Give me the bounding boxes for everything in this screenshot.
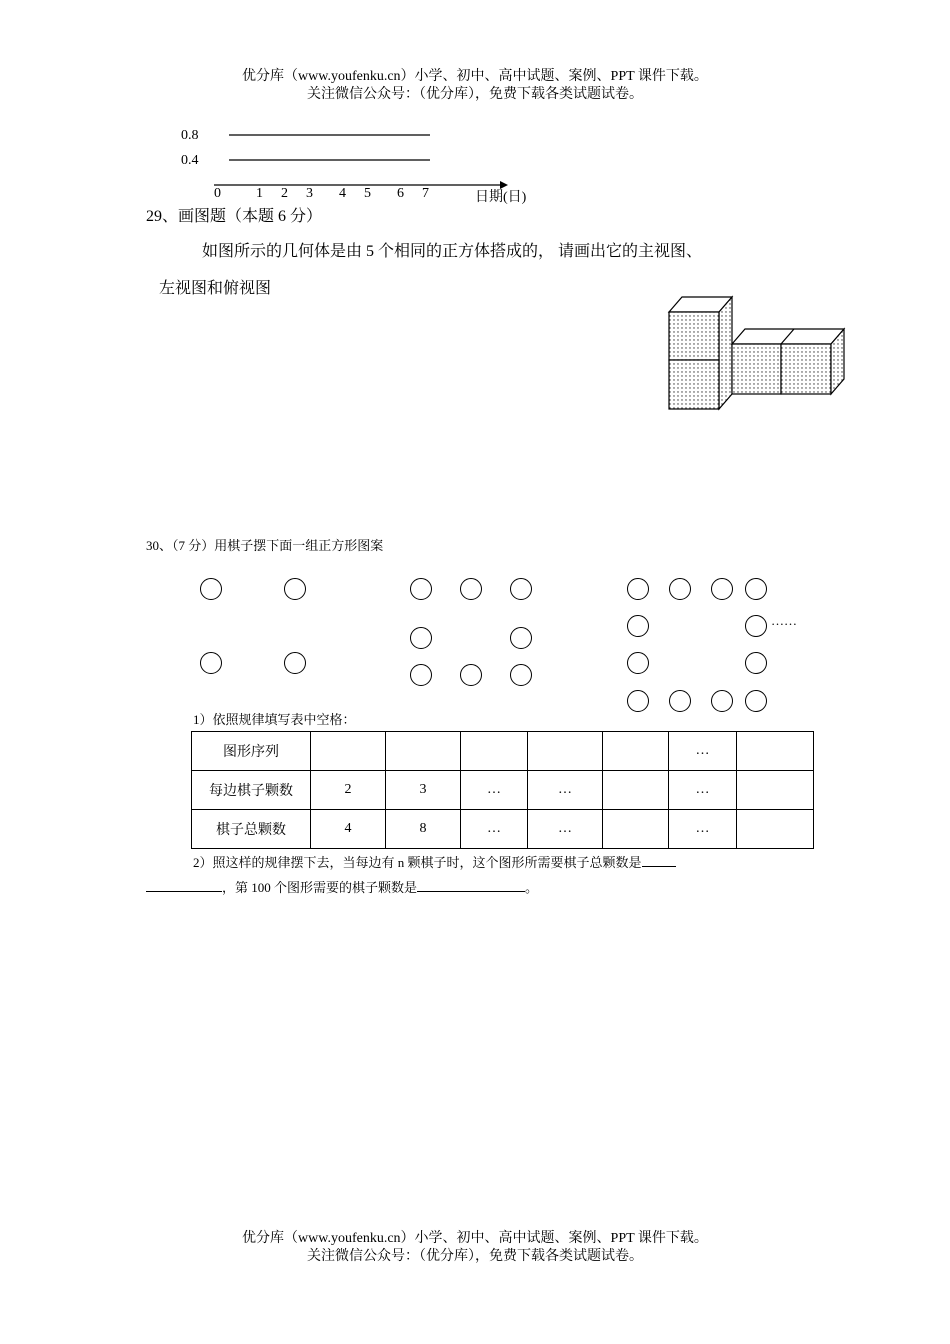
table-row: [192, 732, 814, 771]
chess-piece: [745, 690, 767, 712]
q30-part2-text-b: ，第 100 个图形需要的棋子颗数是: [222, 880, 418, 895]
x-tick-7: 7: [422, 186, 429, 201]
table-cell: …: [461, 771, 528, 810]
table-cell: …: [528, 771, 603, 810]
chess-piece: [410, 627, 432, 649]
chess-piece: [200, 652, 222, 674]
chess-piece: [711, 578, 733, 600]
row-cube-2: [781, 344, 831, 394]
table-cell: …: [461, 810, 528, 849]
q30-part2-end: 。: [525, 880, 539, 895]
cube-figure: [660, 290, 855, 415]
chess-piece: [460, 664, 482, 686]
chess-piece: [510, 627, 532, 649]
chess-piece: [284, 652, 306, 674]
row-header: 棋子总颗数: [192, 810, 311, 849]
table-cell: 3: [386, 771, 461, 810]
table-cell: [603, 732, 669, 771]
q30-part2-line-1: [193, 852, 676, 871]
chess-piece: [627, 652, 649, 674]
row-cube-1: [732, 344, 781, 394]
table-cell: [386, 732, 461, 771]
footer-line-1: 优分库（www.youfenku.cn）小学、初中、高中试题、案例、PPT 课件下载。: [242, 1231, 708, 1246]
chess-piece: [410, 664, 432, 686]
chess-piece: [200, 578, 222, 600]
x-tick-2: 2: [281, 186, 288, 201]
table-row: [192, 810, 814, 849]
table-cell: [603, 771, 669, 810]
x-tick-0: 0: [214, 186, 221, 201]
header-line-2: 关注微信公众号：（优分库），免费下载各类试题试卷。: [307, 87, 643, 102]
chess-piece: [627, 690, 649, 712]
q30-part2-text-a: 2）照这样的规律摆下去，当每边有 n 颗棋子时，这个图形所需要棋子总颗数是: [193, 855, 642, 870]
table-cell: 8: [386, 810, 461, 849]
chess-piece: [745, 578, 767, 600]
table-cell: …: [669, 810, 737, 849]
table-cell: 2: [311, 771, 386, 810]
header-line-1: 优分库（www.youfenku.cn）小学、初中、高中试题、案例、PPT 课件下载。: [242, 69, 708, 84]
x-tick-5: 5: [364, 186, 371, 201]
chess-piece: [745, 615, 767, 637]
table-cell: [528, 732, 603, 771]
q30-title: 30、（7 分）用棋子摆下面一组正方形图案: [146, 538, 384, 553]
x-tick-4: 4: [339, 186, 346, 201]
chess-piece: [711, 690, 733, 712]
answer-blank-1a[interactable]: [642, 866, 676, 867]
table-cell: 4: [311, 810, 386, 849]
q30-part1: 1）依照规律填写表中空格：: [193, 712, 356, 727]
x-tick-3: 3: [306, 186, 313, 201]
x-axis-label: 日期(日): [475, 190, 527, 205]
chess-piece: [510, 664, 532, 686]
answer-blank-1b[interactable]: [146, 891, 222, 892]
chess-piece: [745, 652, 767, 674]
table-cell: …: [669, 771, 737, 810]
table-cell: [311, 732, 386, 771]
chess-piece: [410, 578, 432, 600]
q29-text-line-1: 如图所示的几何体是由 5 个相同的正方体搭成的， 请画出它的主视图、: [202, 243, 703, 260]
q29-title: 29、画图题（本题 6 分）: [146, 208, 323, 225]
x-tick-6: 6: [397, 186, 404, 201]
cube-front-lower: [669, 360, 719, 409]
chess-piece: [627, 578, 649, 600]
chess-piece: [510, 578, 532, 600]
q30-table: [191, 731, 814, 849]
x-tick-1: 1: [256, 186, 263, 201]
table-cell: [737, 771, 814, 810]
cube-front-upper: [669, 312, 719, 360]
table-cell: …: [669, 732, 737, 771]
table-cell: [603, 810, 669, 849]
table-cell: …: [528, 810, 603, 849]
chess-piece: [284, 578, 306, 600]
row-header: 图形序列: [192, 732, 311, 771]
y-label-0-8: 0.8: [181, 128, 199, 143]
y-label-0-4: 0.4: [181, 153, 199, 168]
q29-text-line-2: 左视图和俯视图: [159, 280, 272, 297]
cube-side-face: [719, 297, 732, 409]
chess-piece: [669, 578, 691, 600]
chess-piece: [669, 690, 691, 712]
table-cell: [737, 810, 814, 849]
graph-lines: [0, 0, 950, 210]
table-cell: [461, 732, 528, 771]
table-cell: [737, 732, 814, 771]
row-header: 每边棋子颗数: [192, 771, 311, 810]
chess-piece: [460, 578, 482, 600]
table-row: [192, 771, 814, 810]
answer-blank-2[interactable]: [417, 891, 525, 892]
pattern-ellipsis: ……: [771, 613, 797, 628]
footer-line-2: 关注微信公众号：（优分库），免费下载各类试题试卷。: [307, 1249, 643, 1264]
q30-part2-line-2: [146, 877, 538, 896]
chess-piece: [627, 615, 649, 637]
